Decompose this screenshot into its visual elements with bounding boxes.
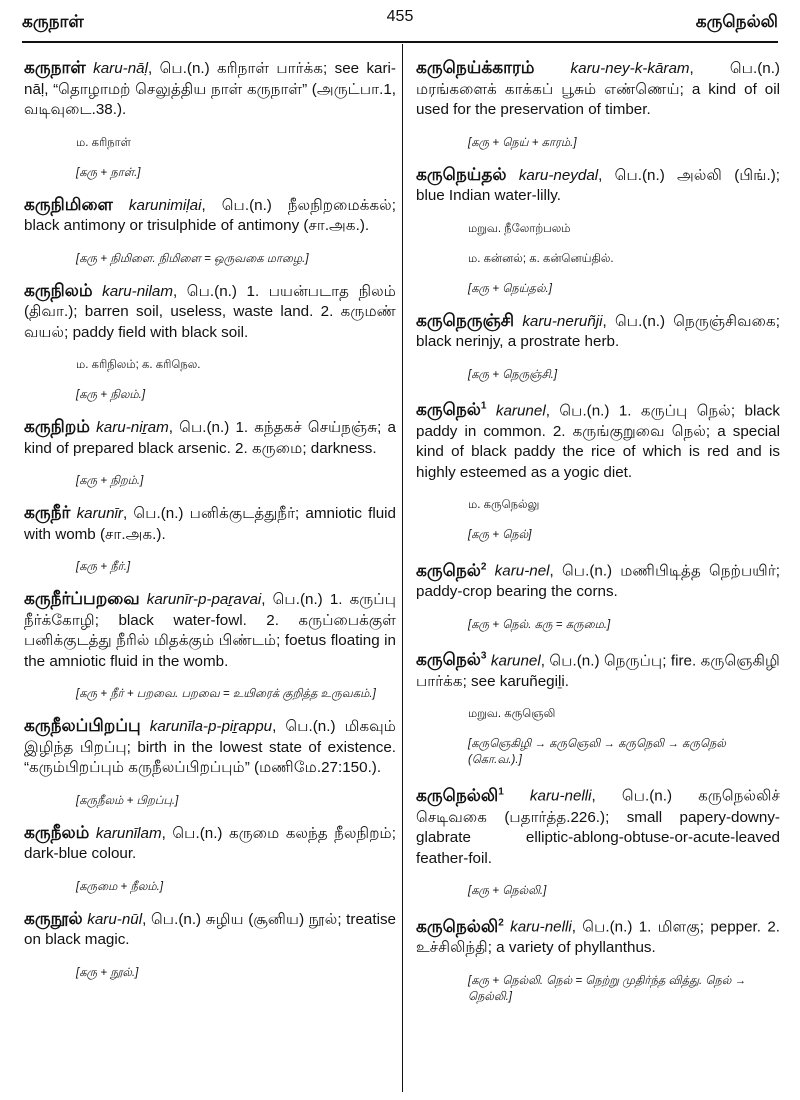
dictionary-entry: [416, 165, 780, 207]
entry-transliteration: karunimiḷai: [128, 196, 202, 214]
entry-transliteration: karunīlam: [95, 824, 162, 842]
entry-transliteration: karunel: [495, 402, 546, 420]
cognate-note: ம. கரிநிலம்; க. கரிநெல.: [76, 359, 201, 371]
header-left-guideword: கருநாள்: [22, 12, 84, 31]
dictionary-entry: [24, 58, 396, 121]
entry-definition: , பெ.(n.) கரிநாள் பார்க்க; see kari-nāḷ, “தொழாமற் செலுத்திய நாள் கருநாள்” (அருட்பா.1, வடிவுடை.38.).: [24, 60, 396, 118]
entry-transliteration: karu-ney-k-kāram: [570, 60, 690, 77]
dictionary-entry: [24, 503, 396, 545]
etymology-note: [கரு + நிமிளை. நிமிளை = ஒருவகை மாழை.]: [76, 252, 309, 265]
etymology-note: [கரு + நெய்தல்.]: [468, 282, 552, 295]
etymology-note: [கருநீலம் + பிறப்பு.]: [76, 794, 179, 807]
dictionary-entry: [416, 311, 780, 353]
entry-headword: கருநிமிளை: [24, 194, 113, 214]
entry-definition: , பெ.(n.) அல்லி (பிங்.); blue Indian water-lilly.: [416, 166, 780, 204]
etymology-note: [கரு + நாள்.]: [76, 166, 141, 179]
etymology-note: [கரு + நிலம்.]: [76, 389, 146, 401]
entry-definition: , பெ.(n.) மணிபிடித்த நெற்பயிர்; paddy-crop bearing the corns.: [416, 562, 780, 601]
etymology-note: [கரு + நெல். கரு = கருமை.]: [468, 618, 611, 631]
entry-headword: கருநெய்தல்: [416, 164, 507, 184]
entry-headword: கருநெய்க்காரம்: [416, 58, 535, 77]
homonym-number: 1: [498, 786, 504, 798]
homonym-number: 2: [480, 561, 487, 573]
entry-definition: , பெ.(n.) 1. கந்தகச் செய்நஞ்சு; a kind of prepared black arsenic. 2. கருமை; darkness.: [24, 419, 396, 457]
cognate-note: ம. கரிநாள்: [76, 136, 132, 149]
entry-definition: , பெ.(n.) கருநெல்லிச் செடிவகை (பதார்த்த.226.); small papery-downy-glabrate elliptic-ablong-obtuse-or-acute-leaved feather-foil.: [416, 788, 780, 867]
entry-definition: , பெ.(n.) 1. பயன்படாத நிலம் (திவா.); barren soil, useless, waste land. 2. கருமண் வயல்; paddy field with black soil.: [24, 282, 396, 341]
cognate-note: ம. கன்னல்; க. கன்னெய்தில்.: [468, 252, 614, 265]
etymology-note: [கருமை + நீலம்.]: [76, 880, 164, 893]
entry-headword: கருநெருஞ்சி: [416, 310, 515, 330]
dictionary-entry: [24, 281, 396, 344]
entry-headword: கருநெல்$^1$: [416, 400, 487, 420]
entry-headword: கருநிறம்: [24, 417, 90, 436]
entry-transliteration: karu-neydal: [518, 166, 599, 184]
entry-definition: , பெ.(n.) நீலநிறமைக்கல்; black antimony or trisulphide of antimony (சா.அக.).: [24, 196, 396, 234]
entry-transliteration: karu-neruñji: [522, 312, 603, 330]
dictionary-entry: [24, 589, 396, 672]
entry-transliteration: karu-nilam: [102, 282, 173, 300]
header-right-guideword: கருநெல்லி: [695, 12, 778, 31]
entry-headword: கருநெல்லி$^1$: [416, 786, 504, 806]
entry-headword: கருநிலம்: [24, 280, 93, 300]
entry-definition: , பெ.(n.) கருமை கலந்த நீலநிறம்; dark-blue colour.: [24, 824, 396, 862]
dictionary-entry: [24, 716, 396, 779]
dictionary-entry: [416, 397, 780, 484]
entry-definition: , பெ.(n.) மரங்களைக் காக்கப் பூசும் எண்ணெய்; a kind of oil used for the preservation of timber.: [416, 60, 780, 118]
header-rule: [22, 41, 778, 43]
entry-definition: , பெ.(n.) 1. கருப்பு நெல்; black paddy in common. 2. கருங்குறுவை நெல்; a special kind of black paddy the rice of which is red and is highly esteemed as a yogic diet.: [416, 402, 780, 481]
entry-transliteration: karu-nelli: [510, 918, 572, 936]
dictionary-entry: [416, 913, 780, 959]
column-divider: [402, 44, 403, 1092]
entry-transliteration: karu-niṟam: [96, 419, 169, 436]
dictionary-entry: [24, 909, 396, 951]
entry-transliteration: karu-nelli: [529, 788, 592, 806]
etymology-note: [கரு + நீர்.]: [76, 561, 131, 573]
entry-transliteration: karunīr-p-paṟavai: [146, 591, 262, 608]
cognate-note: ம. கருநெல்லு: [468, 499, 540, 512]
homonym-number: 3: [480, 650, 487, 662]
cognate-note: மறுவ. நீலோற்பலம்: [468, 222, 571, 235]
dictionary-entry: [416, 782, 780, 869]
homonym-number: 1: [480, 400, 487, 412]
entry-definition: , பெ.(n.) பனிக்குடத்துநீர்; amniotic fluid with womb (சா.அக.).: [24, 505, 396, 543]
dictionary-entry: [24, 823, 396, 865]
entry-definition: , பெ.(n.) மிகவும் இழிந்த பிறப்பு; birth in the lowest state of existence. “கரும்பிறப்பும் கருநீலப்பிறப்பும்” (மணிமே.27:150.).: [24, 718, 396, 776]
entry-headword: கருநெல்லி$^2$: [416, 916, 504, 936]
entry-transliteration: karunīla-p-piṟappu: [149, 718, 273, 735]
page-number: 455: [386, 8, 414, 25]
entry-headword: கருநாள்: [24, 58, 86, 77]
entry-headword: கருநூல்: [24, 908, 83, 928]
left-column: [24, 58, 396, 995]
entry-transliteration: karunel: [490, 652, 541, 670]
etymology-note: [கரு + நீர் + பறவை. பறவை = உயிரைக் குறித்த உருவகம்.]: [76, 688, 376, 700]
entry-headword: கருநீர்ப்பறவை: [24, 589, 140, 608]
entry-transliteration: karu-nel: [494, 562, 550, 580]
etymology-note: [கரு + நெல்லி. நெல் = நெற்று முதிர்ந்த வித்து. நெல் → நெல்லி.]: [468, 974, 747, 1003]
entry-definition: , பெ.(n.) 1. கருப்பு நீர்க்கோழி; black water-fowl. 2. கருப்பைக்குள் பனிக்குடத்து நீரில் மிதக்கும் பிண்டம்; foetus floating in the amniotic fluid in the womb.: [24, 591, 396, 670]
dictionary-entry: [416, 557, 780, 603]
entry-headword: கருநெல்$^3$: [416, 650, 487, 670]
dictionary-entry: [24, 417, 396, 459]
entry-definition: , பெ.(n.) சுழிய (சூனிய) நூல்; treatise on black magic.: [24, 910, 396, 948]
entry-transliteration: karunīr: [76, 505, 123, 522]
entry-headword: கருநீலம்: [24, 822, 90, 842]
entry-definition: , பெ.(n.) நெருப்பு; fire. கருஞெகிழி பார்க்க; see karuñegiḻi.: [416, 652, 780, 690]
entry-definition: , பெ.(n.) 1. மிளகு; pepper. 2. உச்சிலிந்தி; a variety of phyllanthus.: [416, 918, 780, 957]
etymology-note: [கருஞெகிழி → கருஞெலி → கருநெலி → கருநெல் (கொ.வ.).]: [468, 738, 726, 767]
entry-headword: கருநெல்$^2$: [416, 560, 487, 580]
etymology-note: [கரு + நெய் + காரம்.]: [468, 136, 577, 149]
homonym-number: 2: [498, 917, 504, 929]
etymology-note: [கரு + நெல்லி.]: [468, 885, 547, 898]
entry-headword: கருநீர்: [24, 503, 71, 522]
cognate-note: மறுவ. கருஞெலி: [468, 708, 556, 721]
dictionary-entry: [416, 647, 780, 693]
etymology-note: [கரு + நெல்]: [468, 529, 532, 542]
etymology-note: [கரு + நெருஞ்சி.]: [468, 368, 558, 381]
entry-transliteration: karu-nūl: [87, 910, 143, 928]
entry-transliteration: karu-nāḷ: [93, 60, 148, 77]
right-column: [416, 58, 780, 1019]
dictionary-entry: [416, 58, 780, 121]
entry-definition: , பெ.(n.) நெருஞ்சிவகை; black nerinjy, a prostrate herb.: [416, 312, 780, 350]
etymology-note: [கரு + நிறம்.]: [76, 475, 144, 487]
etymology-note: [கரு + நூல்.]: [76, 966, 139, 979]
dictionary-entry: [24, 195, 396, 237]
entry-headword: கருநீலப்பிறப்பு: [24, 716, 141, 735]
